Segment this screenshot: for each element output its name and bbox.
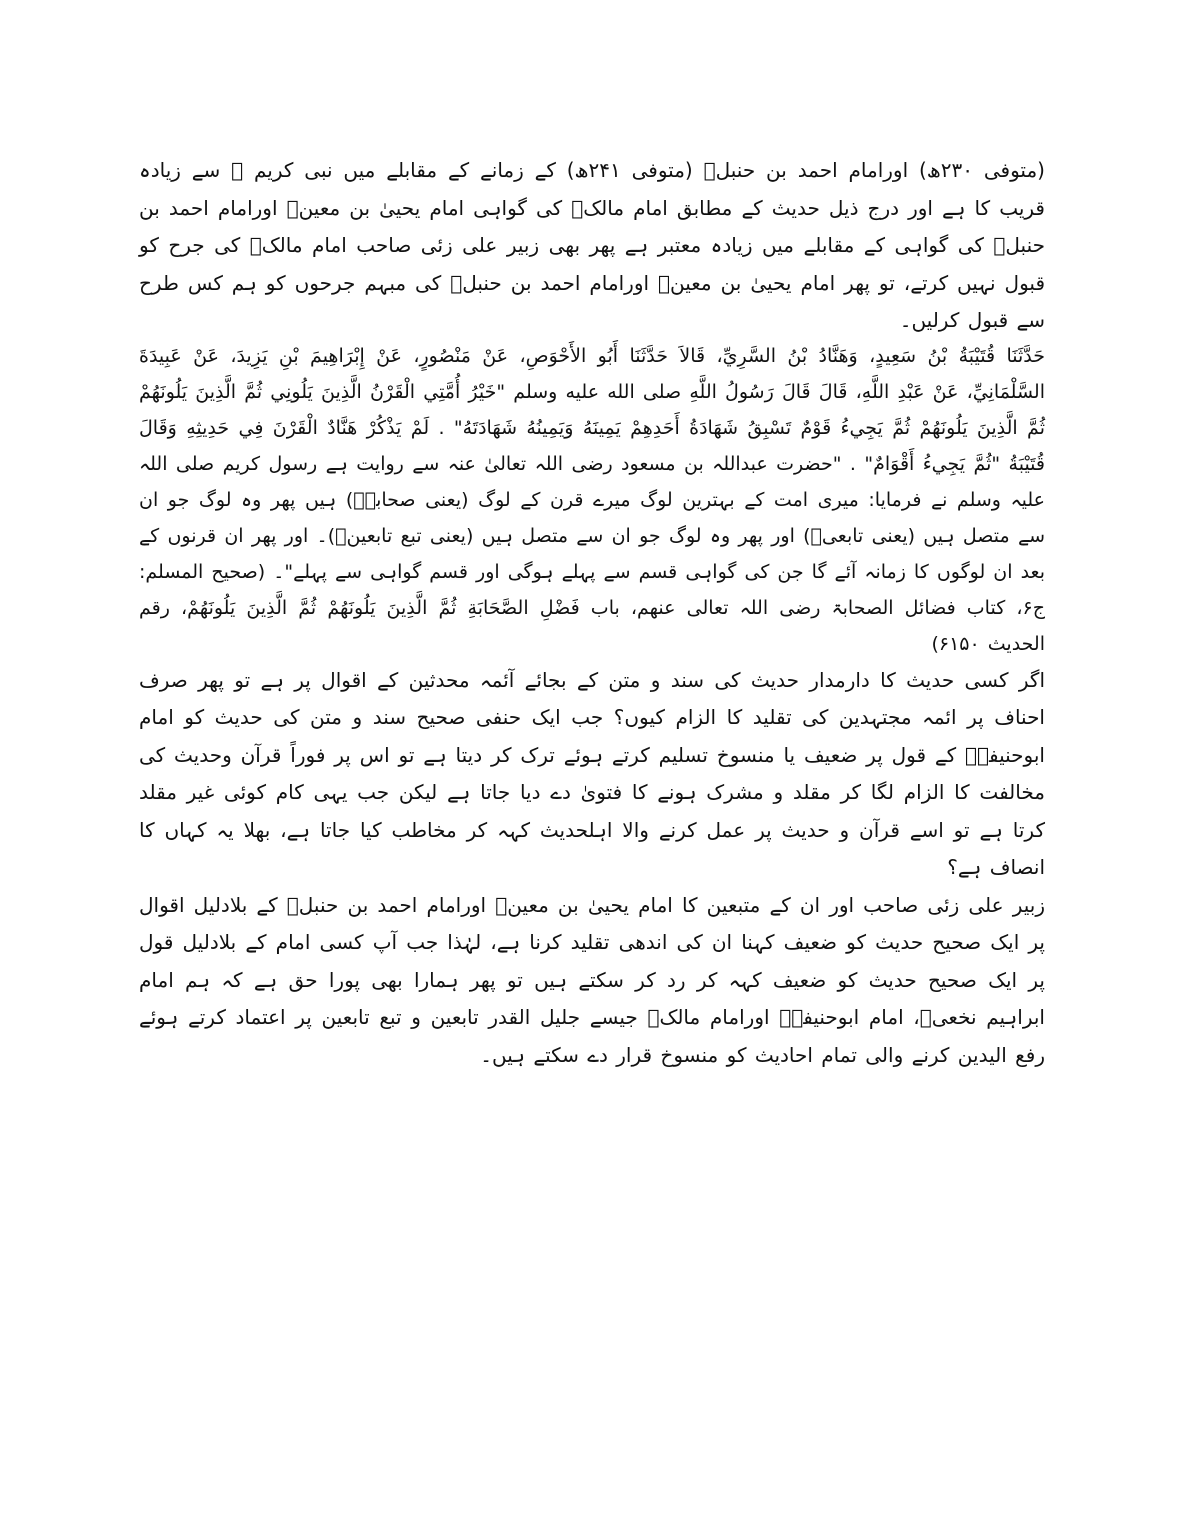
paragraph-conclusion: زبیر علی زئی صاحب اور ان کے متبعین کا امام یحییٰ بن معینؒ اورامام احمد بن حنبلؒ کے بلادلیل اقوال پر ایک صحیح حدیث کو ضعیف کہنا ان کی اندھی تقلید کرنا ہے، لہٰذا جب آپ کسی امام کے بلادلیل قول پر ایک صحیح حدیث کو ضعیف کہہ کر رد کر سکتے ہیں تو پھر ہمارا بھی پورا حق ہے کہ ہم امام ابراہیم نخعیؒ، امام ابوحنیفہؒ اورامام مالکؒ جیسے جلیل القدر تابعین و تبع تابعین پر اعتماد کرتے ہوئے رفع الیدین کرنے والی تمام احادیث کو منسوخ قرار دے سکتے ہیں۔ xyxy=(139,892,1045,1067)
urdu-text-body xyxy=(139,152,1045,1074)
paragraph-hadith xyxy=(139,338,1045,662)
paragraph-argument: اگر کسی حدیث کا دارمدار حدیث کی سند و متن کے بجائے آئمہ محدثین کے اقوال پر ہے تو پھر صرف احناف پر ائمہ مجتہدین کی تقلید کا الزام کیوں؟ جب ایک حنفی صحیح سند و متن کی حدیث کو امام ابوحنیفہؒ کے قول پر ضعیف یا منسوخ تسلیم کرتے ہوئے ترک کر دیتا ہے تو اس پر فوراً قرآن وحدیث کی مخالفت کا الزام لگا کر مقلد و مشرک ہونے کا فتویٰ دے دیا جاتا ہے لیکن جب یہی کام کوئی غیر مقلد کرتا ہے تو اسے قرآن و حدیث پر عمل کرنے والا اہلحدیث کہہ کر مخاطب کیا جاتا ہے، بھلا یہ کہاں کا انصاف ہے؟ xyxy=(139,667,1045,879)
paragraph-intro: (متوفی ۲۳۰ھ) اورامام احمد بن حنبلؒ (متوفی ۲۴۱ھ) کے زمانے کے مقابلے میں نبی کریم ﷺ سے زیادہ قریب کا ہے اور درج ذیل حدیث کے مطابق امام مالکؒ کی گواہی امام یحییٰ بن معینؒ اورامام احمد بن حنبلؒ کی گواہی کے مقابلے میں زیادہ معتبر ہے پھر بھی زبیر علی زئی صاحب امام مالکؒ کی جرح کو قبول نہیں کرتے، تو پھر امام یحییٰ بن معینؒ اورامام احمد بن حنبلؒ کی مبہم جرحوں کو ہم کس طرح سے قبول کرلیں۔ xyxy=(139,158,1045,332)
hadith-urdu-translation: "حضرت عبداللہ بن مسعود رضی اللہ تعالیٰ عنہ سے روایت ہے رسول کریم صلی اللہ علیہ وسلم نے فرمایا: میری امت کے بہترین لوگ میرے قرن کے لوگ (یعنی صحابہؓ) ہیں پھر وہ لوگ جو ان سے متصل ہیں (یعنی تابعیؒ) اور پھر وہ لوگ جو ان سے متصل ہیں (یعنی تبع تابعینؒ)۔ اور پھر ان قرنوں کے بعد ان لوگوں کا زمانہ آئے گا جن کی گواہی قسم سے پہلے ہوگی اور قسم گواہی سے پہلے"۔ (صحیح المسلم: ج۶، کتاب فضائل الصحابۃ رضی اللہ تعالی عنھم، باب فَضْلِ الصَّحَابَةِ ثُمَّ الَّذِينَ يَلُونَهُمْ ثُمَّ الَّذِينَ يَلُونَهُمْ، رقم الحدیث ۶۱۵۰) xyxy=(139,452,1045,655)
hadith-arabic-text: حَدَّثَنَا قُتَيْبَةُ بْنُ سَعِيدٍ، وَهَنَّادُ بْنُ السَّرِيِّ، قَالاَ حَدَّثَنَا أَبُو الأَحْوَصِ، عَنْ مَنْصُورٍ، عَنْ إِبْرَاهِيمَ بْنِ يَزِيدَ، عَنْ عَبِيدَةَ السَّلْمَانِيِّ، عَنْ عَبْدِ اللَّهِ، قَالَ قَالَ رَسُولُ اللَّهِ صلى الله عليه وسلم "خَيْرُ أُمَّتِي الْقَرْنُ الَّذِينَ يَلُونِي ثُمَّ الَّذِينَ يَلُونَهُمْ ثُمَّ الَّذِينَ يَلُونَهُمْ ثُمَّ يَجِيءُ قَوْمٌ تَسْبِقُ شَهَادَةُ أَحَدِهِمْ يَمِينَهُ وَيَمِينُهُ شَهَادَتَهُ" . لَمْ يَذْكُرْ هَنَّادٌ الْقَرْنَ فِي حَدِيثِهِ وَقَالَ قُتَيْبَةُ "ثُمَّ يَجِيءُ أَقْوَامٌ" . xyxy=(139,344,1045,475)
